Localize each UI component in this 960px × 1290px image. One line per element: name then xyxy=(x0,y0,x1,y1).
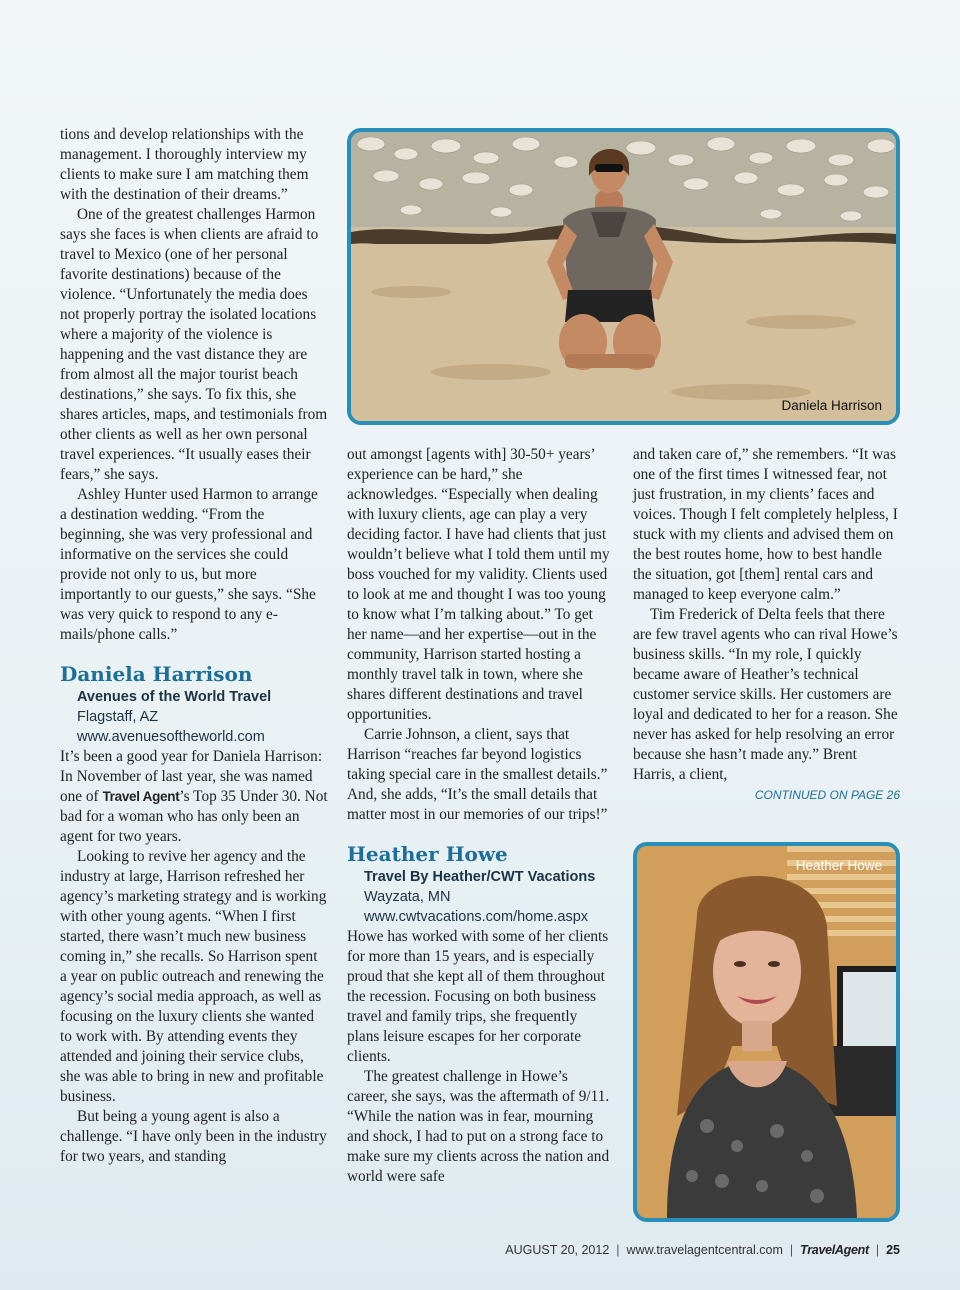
paragraph: Carrie Johnson, a client, says that Harrison “reaches far beyond logistics taking special care in the smallest details.” And, she adds, “It’s the small details that matter most in our memories of our trips!” xyxy=(347,726,608,823)
profile-url[interactable]: www.avenuesoftheworld.com xyxy=(77,729,265,745)
beach-photo-illustration xyxy=(351,132,896,421)
daniela-photo xyxy=(347,128,900,425)
photo-caption: Heather Howe xyxy=(795,858,882,873)
paragraph: Howe has worked with some of her clients for more than 15 years, and is especially proud that she kept all of them throughout the recession. Focusing on both business travel and family trips, she frequently plans leisure escapes for her corporate clients. xyxy=(347,928,609,1065)
text-column-2 xyxy=(347,445,611,1187)
profile-name-heather: Heather Howe xyxy=(347,842,508,866)
paragraph: Tim Frederick of Delta feels that there are few travel agents who can rival Howe’s business skills. “In my role, I quickly became aware of Heather’s technical customer service skills. Her customers are loyal and dedicated to her for a reason. She never has asked for help resolving an error because she hasn’t made any.” Brent Harris, a client, xyxy=(633,606,898,783)
website-link[interactable]: www.travelagentcentral.com xyxy=(626,1243,783,1257)
heather-photo xyxy=(633,842,900,1222)
paragraph: and taken care of,” she remembers. “It was one of the first times I witnessed fear, not just frustration, in my clients’ faces and voices. Though I felt completely helpless, I stuck with my clients and advised them on the best routes home, how to best handle the situation, got [them] rental cars and managed to keep everyone calm.” xyxy=(633,446,898,603)
paragraph: tions and develop relationships with the management. I thoroughly interview my clients to make sure I am matching them with the destination of their dreams.” xyxy=(60,126,309,203)
photo-caption: Daniela Harrison xyxy=(781,398,882,413)
paragraph: Looking to revive her agency and the industry at large, Harrison refreshed her agency’s marketing strategy and is working with other young agents. “When I first started, there wasn’t much new business coming in,” she recalls. So Harrison spent a year on public outreach and renewing the agency’s social media approach, as well as focusing on the luxury clients she wanted to work with. By attending events they attended and joining their service clubs, she was able to bring in new and profitable business. xyxy=(60,848,327,1105)
paragraph xyxy=(60,747,328,847)
paragraph: The greatest challenge in Howe’s career, she says, was the aftermath of 9/11. “While the nation was in fear, mourning and shock, I had to put on a strong face to make sure my clients across the nation and world were safe xyxy=(347,1068,610,1185)
paragraph: One of the greatest challenges Harmon says she faces is when clients are afraid to travel to Mexico (one of her personal favorite destinations) because of the violence. “Unfortunately the media does not properly portray the isolated locations where a majority of the violence is happening and the vast distance they are from almost all the major tourist beach destinations,” she says. To fix this, she shares articles, maps, and testimonials from other clients as well as her own personal travel experiences. “It usually eases their fears,” she says. xyxy=(60,206,328,483)
paragraph: out amongst [agents with] 30-50+ years’ experience can be hard,” she acknowledges. “Especially when dealing with luxury clients, age can play a very deciding factor. I have had clients that just wouldn’t believe what I told them until my boss vouched for my validity. Clients used to look at me and thought I was too young to know what I’m talking about.” To get her name—and her expertise—out in the community, Harrison started hosting a monthly travel talk in town, where she shares different destinations and travel opportunities. xyxy=(347,446,610,723)
text-run: ’s Top 35 Under 30. Not bad for a woman who has only been an agent for two years. xyxy=(60,788,328,845)
paragraph: But being a young agent is also a challenge. “I have only been in the industry for two years, and standing xyxy=(60,1108,327,1165)
text-column-3 xyxy=(633,445,900,805)
profile-url[interactable]: www.cwtvacations.com/home.aspx xyxy=(364,909,589,925)
profile-city: Flagstaff, AZ xyxy=(77,709,159,725)
profile-agency: Avenues of the World Travel xyxy=(77,689,272,705)
profile-city: Wayzata, MN xyxy=(364,889,451,905)
magazine-logo: TravelAgent xyxy=(800,1243,869,1257)
page-footer: AUGUST 20, 2012 | www.travelagentcentral.com | TravelAgent | 25 xyxy=(505,1243,900,1257)
profile-agency: Travel By Heather/CWT Vacations xyxy=(364,869,596,885)
continued-note[interactable]: CONTINUED ON PAGE 26 xyxy=(754,788,900,802)
portrait-photo-illustration xyxy=(637,846,896,1218)
page-number: 25 xyxy=(886,1243,900,1257)
issue-date: AUGUST 20, 2012 xyxy=(505,1243,610,1257)
text-run: It’s been a good year for Daniela Harrison: In November of last year, she was named one of xyxy=(60,748,323,805)
travel-agent-brand: Travel Agent xyxy=(102,789,180,804)
paragraph: Ashley Hunter used Harmon to arrange a destination wedding. “From the beginning, she was very professional and informative on the services she could provide not only to us, but more importantly to our guests,” she says. “She was very quick to respond to any e-mails/phone calls.” xyxy=(60,486,318,643)
text-column-1 xyxy=(60,125,328,1167)
profile-name-daniela: Daniela Harrison xyxy=(60,662,253,686)
